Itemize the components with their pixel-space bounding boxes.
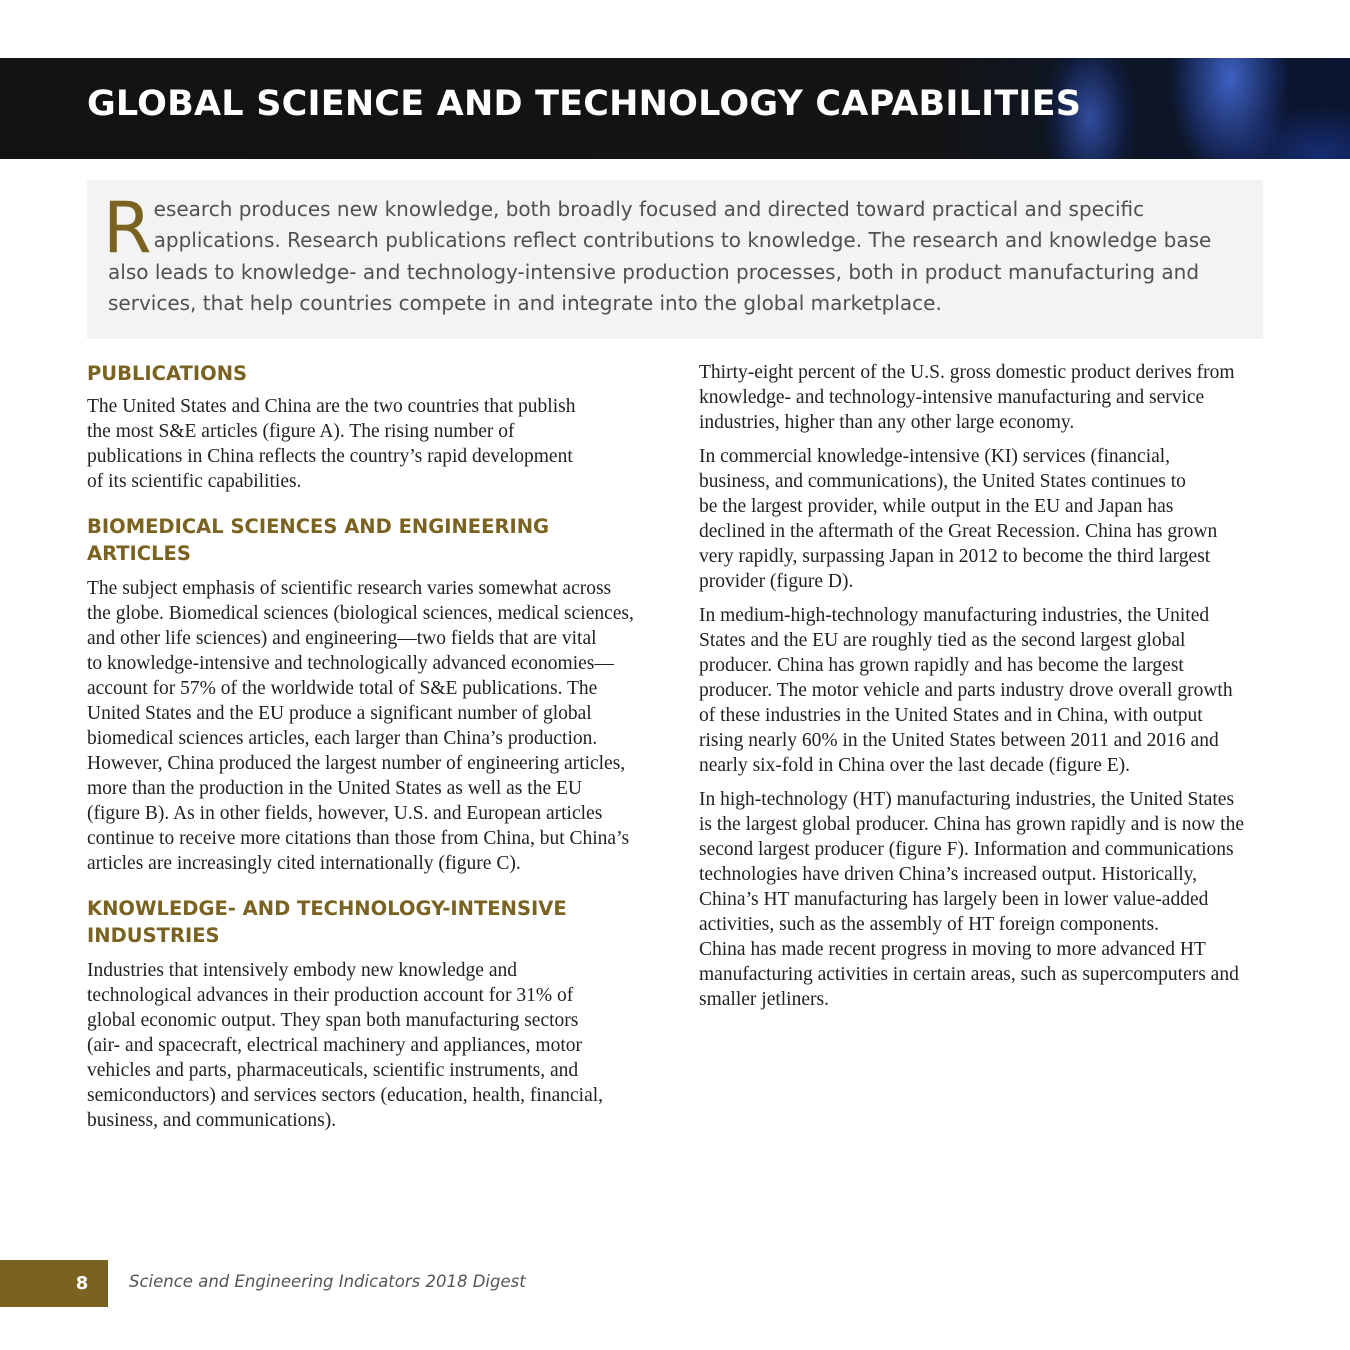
intro-paragraph: [103, 187, 1233, 319]
title-banner: [0, 58, 1350, 159]
intro-text: esearch produces new knowledge, both broadly focused and directed toward practical and specific applications. Research publications reflect contributions to knowledge. The research and knowledge base also leads to knowledge- and technology-intensive production processes, both in product manufacturing and services, that help countries compete in and integrate into the global marketplace.: [108, 197, 1212, 315]
publications-paragraph: The United States and China are the two countries that publish the most S&E articles (figure A). The rising number of publications in China reflects the country’s rapid development of its scientific capabilities.: [87, 396, 576, 492]
page-number: 8: [75, 1273, 89, 1294]
footer-publication-title: Science and Engineering Indicators 2018 Digest: [129, 1272, 526, 1291]
intro-box: [87, 180, 1263, 339]
drop-cap: R: [103, 187, 152, 269]
publications-heading: PUBLICATIONS: [87, 362, 248, 385]
kti-paragraph: Industries that intensively embody new knowledge and technological advances in their production account for 31% of global economic output. They span both manufacturing sectors (air- and spacecraft, electrical machinery and appliances, motor vehicles and parts, pharmaceuticals, scientific instruments, and semiconductors) and services sectors (education, health, financial, business, and communications).: [87, 960, 604, 1131]
gdp-paragraph: Thirty-eight percent of the U.S. gross domestic product derives from knowledge- and technology-intensive manufacturing and service industries, higher than any other large economy.: [699, 362, 1235, 433]
biomedical-paragraph: The subject emphasis of scientific research varies somewhat across the globe. Biomedical sciences (biological sciences, medical sciences, and other life sciences) and engineering—two fields that are vital to knowledge-intensive and technologically advanced economies— account for 57% of the worldwide total of S&E publications. The United States and the EU produce a significant number of global biomedical sciences articles, each larger than China’s production. However, China produced the largest number of engineering articles, more than the production in the United States as well as the EU (figure B). As in other fields, however, U.S. and European articles continue to receive more citations than those from China, but China’s articles are increasingly cited internationally (figure C).: [87, 578, 634, 874]
biomedical-heading: BIOMEDICAL SCIENCES AND ENGINEERING ARTICLES: [87, 515, 550, 565]
left-column: [87, 360, 659, 1133]
medium-high-tech-paragraph: In medium-high-technology manufacturing industries, the United States and the EU are roughly tied as the second largest global producer. China has grown rapidly and has become the largest producer. The motor vehicle and parts industry drove overall growth of these industries in the United States and in China, with output rising nearly 60% in the United States between 2011 and 2016 and nearly six-fold in China over the last decade (figure E).: [699, 605, 1233, 776]
right-column: [699, 360, 1265, 1012]
ki-services-paragraph: In commercial knowledge-intensive (KI) services (financial, business, and communications), the United States continues to be the largest provider, while output in the EU and Japan has declined in the aftermath of the Great Recession. China has grown very rapidly, surpassing Japan in 2012 to become the third largest provider (figure D).: [699, 446, 1218, 592]
kti-heading: KNOWLEDGE- AND TECHNOLOGY-INTENSIVE INDUSTRIES: [87, 897, 567, 947]
page-number-box: [0, 1260, 108, 1307]
page-title: GLOBAL SCIENCE AND TECHNOLOGY CAPABILITIES: [87, 84, 1082, 124]
high-tech-paragraph: In high-technology (HT) manufacturing industries, the United States is the largest global producer. China has grown rapidly and is now the second largest producer (figure F). Information and communications technologies have driven China’s increased output. Historically, China’s HT manufacturing has largely been in lower value-added activities, such as the assembly of HT foreign components. China has made recent progress in moving to more advanced HT manufacturing activities in certain areas, such as supercomputers and smaller jetliners.: [699, 789, 1244, 1010]
